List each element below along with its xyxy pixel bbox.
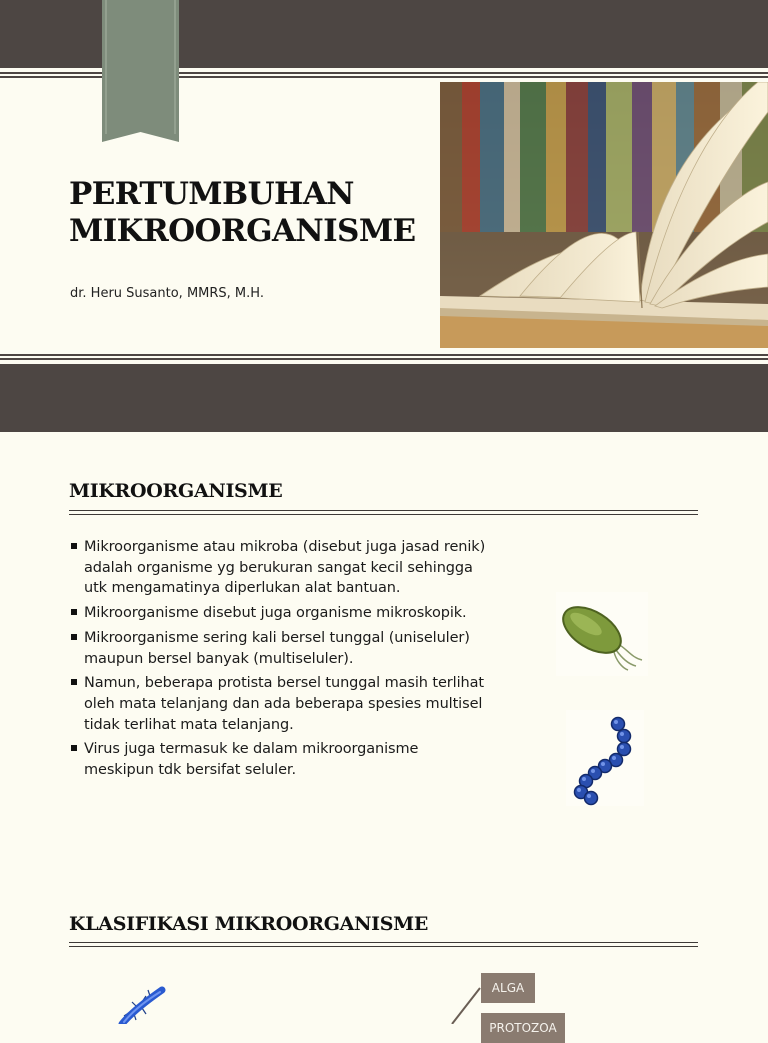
section-band xyxy=(0,364,768,432)
heading-rule xyxy=(69,510,698,511)
bullet-list xyxy=(69,537,489,785)
slide-title xyxy=(69,176,429,250)
tree-connector-line xyxy=(448,986,484,1024)
heading-rule xyxy=(69,946,698,947)
bullet-item: Namun, beberapa protista bersel tunggal masih terlihat oleh mata telanjang dan ada beberapa spesies multisel tidak terlihat mata telanjang. xyxy=(69,673,489,735)
author-name: dr. Heru Susanto, MMRS, M.H. xyxy=(70,286,264,301)
bullet-item: Mikroorganisme atau mikroba (disebut juga jasad renik) adalah organisme yg berukuran sangat kecil sehingga utk mengamatinya diperlukan alat bantuan. xyxy=(69,537,489,599)
heading-rule xyxy=(69,942,698,943)
streptococcus-chain-icon xyxy=(566,710,644,806)
heading-rule xyxy=(69,514,698,515)
section-heading-klasifikasi: KLASIFIKASI MIKROORGANISME xyxy=(69,913,429,935)
bullet-item: Virus juga termasuk ke dalam mikroorganisme meskipun tdk bersifat seluler. xyxy=(69,739,489,780)
bullet-item: Mikroorganisme sering kali bersel tunggal (uniseluler) maupun bersel banyak (multiseluler). xyxy=(69,628,489,669)
bullet-item: Mikroorganisme disebut juga organisme mikroskopik. xyxy=(69,603,489,624)
node-alga: ALGA xyxy=(481,973,535,1003)
section-heading-mikroorganisme: MIKROORGANISME xyxy=(69,480,283,502)
bacterium-icon xyxy=(112,984,172,1024)
title-slide xyxy=(0,0,768,362)
bookmark-ribbon xyxy=(102,0,179,142)
divider-line xyxy=(0,354,768,356)
divider-line xyxy=(0,358,768,360)
bacillus-bacterium-icon xyxy=(556,592,648,676)
title-line-1: PERTUMBUHAN xyxy=(69,176,354,212)
node-protozoa: PROTOZOA xyxy=(481,1013,565,1043)
title-line-2: MIKROORGANISME xyxy=(69,213,416,249)
open-book-photo xyxy=(440,82,768,348)
